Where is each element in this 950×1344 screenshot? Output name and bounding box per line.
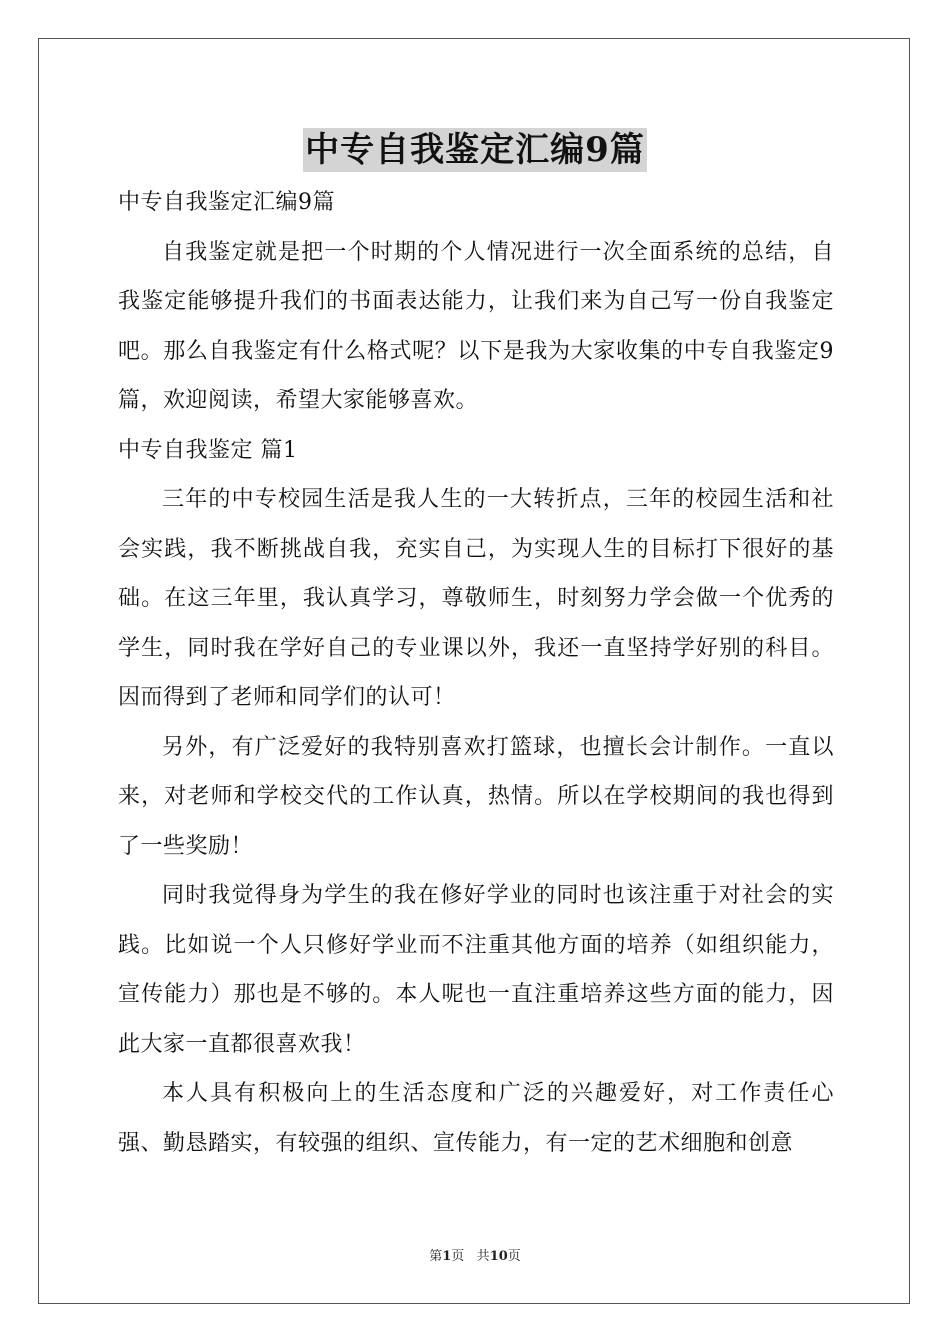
body-paragraph: 三年的中专校园生活是我人生的一大转折点，三年的校园生活和社会实践，我不断挑战自我，充实自己，为实现人生的目标打下很好的基础。在这三年里，我认真学习，尊敬师生，时刻努力学会做一个优秀的学生，同时我在学好自己的专业课以外，我还一直坚持学好别的科目。因而得到了老师和同学们的认可！ — [118, 487, 834, 710]
document-title: 中专自我鉴定汇编9篇 — [305, 130, 645, 170]
page-footer — [0, 1248, 950, 1266]
subtitle-line: 中专自我鉴定汇编9篇 — [118, 190, 335, 215]
total-suffix: 页 — [507, 1249, 521, 1264]
body-paragraph: 同时我觉得身为学生的我在修好学业的同时也该注重于对社会的实践。比如说一个人只修好学业而不注重其他方面的培养（如组织能力，宣传能力）那也是不够的。本人呢也一直注重培养这些方面的能力，因此大家一直都很喜欢我！ — [118, 883, 834, 1057]
total-prefix: 共 — [476, 1249, 490, 1264]
total-pages: 10 — [489, 1249, 508, 1264]
document-body — [118, 178, 834, 1168]
title-container — [0, 128, 950, 172]
section-heading: 中专自我鉴定 篇1 — [118, 437, 298, 463]
page-suffix: 页 — [451, 1249, 465, 1264]
intro-paragraph: 自我鉴定就是把一个时期的个人情况进行一次全面系统的总结，自我鉴定能够提升我们的书面表达能力，让我们来为自己写一份自我鉴定吧。那么自我鉴定有什么格式呢？以下是我为大家收集的中专自我鉴定9篇，欢迎阅读，希望大家能够喜欢。 — [118, 239, 834, 413]
body-paragraph: 另外，有广泛爱好的我特别喜欢打篮球，也擅长会计制作。一直以来，对老师和学校交代的工作认真，热情。所以在学校期间的我也得到了一些奖励！ — [118, 734, 834, 859]
body-paragraph: 本人具有积极向上的生活态度和广泛的兴趣爱好，对工作责任心强、勤恳踏实，有较强的组织、宣传能力，有一定的艺术细胞和创意 — [118, 1081, 834, 1156]
page-number: 1 — [442, 1249, 452, 1264]
page-prefix: 第 — [429, 1249, 443, 1264]
